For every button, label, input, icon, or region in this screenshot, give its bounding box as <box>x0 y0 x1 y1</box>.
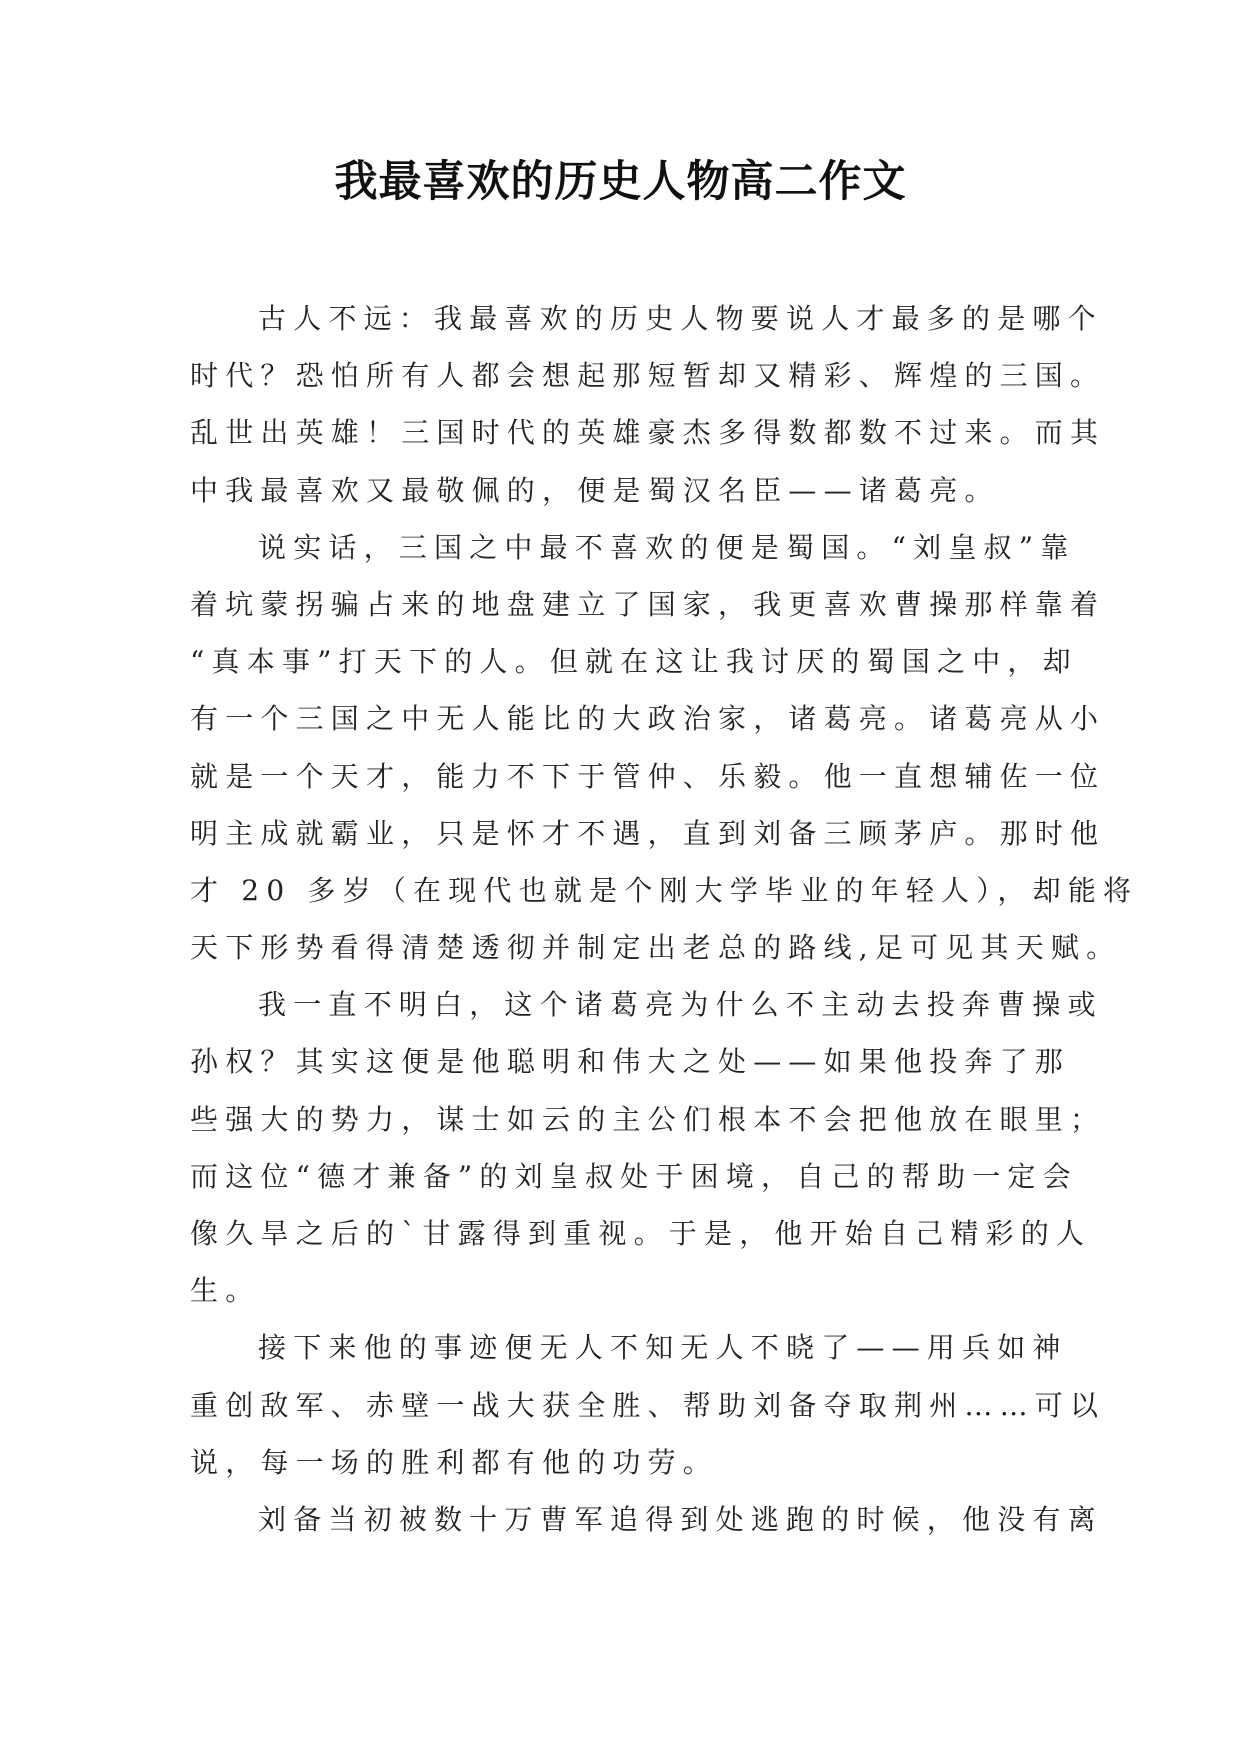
text-line: 孙权？其实这便是他聪明和伟大之处——如果他投奔了那 <box>190 1045 1071 1079</box>
text-line: 明主成就霸业，只是怀才不遇，直到刘备三顾茅庐。那时他 <box>190 816 1106 850</box>
text-line: 古人不远：我最喜欢的历史人物要说人才最多的是哪个 <box>258 302 1103 335</box>
text-line: 中我最喜欢又最敬佩的，便是蜀汉名臣——诸葛亮。 <box>190 473 1000 507</box>
text-line: 我一直不明白，这个诸葛亮为什么不主动去投奔曹操或 <box>258 988 1103 1022</box>
page-title: 我最喜欢的历史人物高二作文 <box>334 157 907 207</box>
text-line: “真本事”打天下的人。但就在这让我讨厌的蜀国之中，却 <box>190 645 1078 679</box>
text-line: 着坑蒙拐骗占来的地盘建立了国家，我更喜欢曹操那样靠着 <box>190 587 1106 621</box>
text-line: 些强大的势力，谋士如云的主公们根本不会把他放在眼里； <box>190 1102 1106 1136</box>
text-line: 重创敌军、赤壁一战大获全胜、帮助刘备夺取荆州……可以 <box>190 1388 1106 1422</box>
text-line: 说，每一场的胜利都有他的功劳。 <box>190 1445 719 1479</box>
text-line: 时代？恐怕所有人都会想起那短暂却又精彩、辉煌的三国。 <box>190 359 1106 393</box>
text-line: 而这位“德才兼备”的刘皇叔处于困境，自己的帮助一定会 <box>190 1159 1078 1193</box>
text-line: 才 20 多岁（在现代也就是个刚大学毕业的年轻人），却能将 <box>190 873 1139 907</box>
text-line: 说实话，三国之中最不喜欢的便是蜀国。“刘皇叔”靠 <box>258 530 1076 564</box>
text-line: 生。 <box>190 1274 261 1308</box>
text-line: 刘备当初被数十万曹军追得到处逃跑的时候，他没有离 <box>258 1502 1103 1536</box>
text-line: 有一个三国之中无人能比的大政治家，诸葛亮。诸葛亮从小 <box>190 702 1106 736</box>
text-line: 乱世出英雄！三国时代的英雄豪杰多得数都数不过来。而其 <box>190 416 1106 450</box>
text-line: 就是一个天才，能力不下于管仲、乐毅。他一直想辅佐一位 <box>190 759 1106 793</box>
text-line: 天下形势看得清楚透彻并制定出老总的路线,足可见其天赋。 <box>190 931 1122 965</box>
text-line: 接下来他的事迹便无人不知无人不晓了——用兵如神 <box>258 1331 1068 1365</box>
text-line: 像久旱之后的`甘露得到重视。于是，他开始自己精彩的人 <box>190 1217 1092 1250</box>
essay-body <box>190 290 1139 1548</box>
